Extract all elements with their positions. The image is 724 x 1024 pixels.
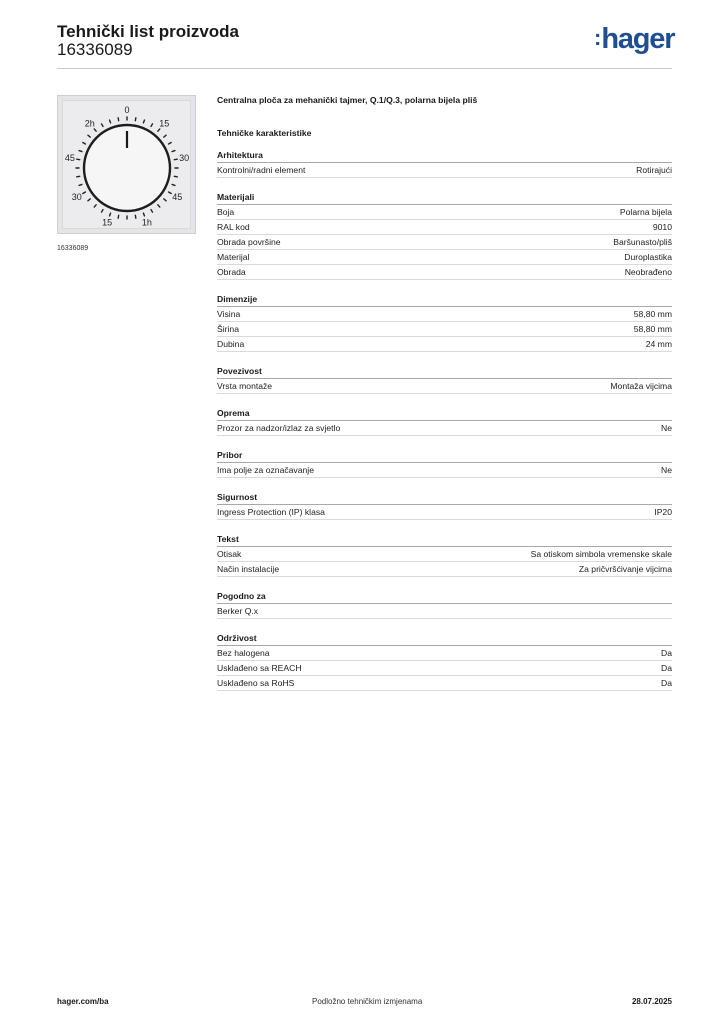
spec-value: Duroplastika [624,252,672,262]
dial-tick [158,129,160,131]
footer-date: 28.07.2025 [631,997,672,1006]
spec-value: Ne [661,423,672,433]
spec-label: Materijal [217,252,250,262]
hager-logo: :hager [594,23,675,55]
spec-label: Vrsta montaže [217,381,273,391]
dial-label: 30 [71,192,82,202]
dial-tick [172,151,175,152]
spec-value: Baršunasto/pliš [613,237,672,247]
dial-tick [151,124,153,127]
dial-tick [174,176,177,177]
dial-tick [118,215,119,218]
spec-value: Ne [661,465,672,475]
spec-label: Obrada [217,267,246,277]
spec-content [217,94,672,703]
dial-tick [94,129,96,131]
spec-label: Način instalacije [217,564,280,574]
dial-tick [88,199,90,201]
spec-value: Rotirajući [636,165,672,175]
dial-tick [83,143,86,145]
spec-section [217,292,672,352]
dial-tick [169,143,172,145]
spec-row [217,505,672,520]
section-title: Povezivost [217,364,672,379]
dial-tick [169,192,172,194]
spec-row [217,163,672,178]
spec-label: Otisak [217,549,242,559]
spec-row [217,337,672,352]
dial-label: 15 [159,118,170,129]
dial-tick [110,120,111,123]
spec-section [217,364,672,394]
dial-tick [94,205,96,207]
dial-tick [143,120,144,123]
section-title: Održivost [217,631,672,646]
spec-section [217,448,672,478]
dial-tick [164,135,166,137]
spec-row [217,661,672,676]
dial-tick [88,135,90,137]
section-title: Arhitektura [217,148,672,163]
spec-value: 24 mm [645,339,672,349]
dial-tick [79,184,82,185]
section-title: Materijali [217,190,672,205]
spec-row [217,250,672,265]
spec-value: Da [661,678,672,688]
spec-label: Prozor za nadzor/izlaz za svjetlo [217,423,341,433]
spec-value: Neobrađeno [624,267,672,277]
dial-tick [102,210,104,213]
dial-tick [83,192,86,194]
spec-label: Širina [217,324,239,334]
spec-value: Sa otiskom simbola vremenske skale [530,549,672,559]
spec-value: 9010 [652,222,672,232]
spec-section [217,148,672,178]
spec-value: Za pričvršćivanje vijcima [578,564,672,574]
spec-label: Berker Q.x [217,606,259,616]
dial-label: 2h [84,118,95,129]
spec-row [217,205,672,220]
spec-label: Obrada površine [217,237,281,247]
dial-tick [79,151,82,152]
spec-section [217,490,672,520]
spec-label: Kontrolni/radni element [217,165,306,175]
spec-row [217,562,672,577]
page-title: Tehnički list proizvoda [57,22,239,41]
dial-tick [77,176,80,177]
footer-website: hager.com/ba [57,997,109,1006]
dial-label: 30 [179,152,190,163]
dial-label: 45 [172,192,183,202]
spec-value: Da [661,663,672,673]
spec-label: Dubina [217,339,245,349]
dial-label: 1h [141,217,152,228]
timer-dial-illustration [63,101,192,230]
dial-tick [143,213,144,216]
header-divider [57,68,672,69]
spec-label: Boja [217,207,235,217]
dial-tick [118,118,119,121]
spec-row [217,379,672,394]
spec-value: 58,80 mm [633,309,672,319]
spec-row [217,220,672,235]
section-title: Oprema [217,406,672,421]
spec-value: Montaža vijcima [610,381,672,391]
tech-characteristics-title: Tehničke karakteristike [217,128,312,138]
footer-note: Podložno tehničkim izmjenama [312,997,423,1006]
spec-label: Ingress Protection (IP) klasa [217,507,325,517]
spec-section [217,190,672,280]
spec-label: Ima polje za označavanje [217,465,314,475]
spec-label: Visina [217,309,241,319]
dial-label: 15 [102,217,113,228]
product-description: Centralna ploča za mehanički tajmer, Q.1/Q.3, polarna bijela pliš [217,95,478,105]
dial-tick [172,184,175,185]
spec-label: Bez halogena [217,648,270,658]
spec-label: Usklađeno sa RoHS [217,678,295,688]
spec-row [217,676,672,691]
spec-section [217,589,672,619]
image-caption: 16336089 [57,245,89,252]
dial-tick [151,210,153,213]
spec-row [217,235,672,250]
spec-row [217,646,672,661]
spec-value: Polarna bijela [619,207,672,217]
dial-label: 45 [64,152,75,163]
dial-tick [110,213,111,216]
section-title: Tekst [217,532,672,547]
spec-section [217,631,672,691]
spec-row [217,421,672,436]
spec-sections [217,148,672,691]
dial-tick [77,159,80,160]
spec-label: RAL kod [217,222,250,232]
spec-section [217,406,672,436]
spec-row [217,604,672,619]
dial-tick [135,118,136,121]
spec-row [217,322,672,337]
spec-row [217,547,672,562]
product-number: 16336089 [57,40,133,59]
dial-label: 0 [124,105,130,115]
dial-tick [135,215,136,218]
dial-tick [102,124,104,127]
spec-row [217,265,672,280]
spec-value: 58,80 mm [633,324,672,334]
spec-value: IP20 [654,507,672,517]
product-image [57,95,196,234]
section-title: Pogodno za [217,589,672,604]
spec-row [217,463,672,478]
section-title: Pribor [217,448,672,463]
spec-value: Da [661,648,672,658]
section-title: Dimenzije [217,292,672,307]
section-title: Sigurnost [217,490,672,505]
dial-tick [158,205,160,207]
spec-section [217,532,672,577]
spec-row [217,307,672,322]
dial-tick [174,159,177,160]
spec-label: Usklađeno sa REACH [217,663,302,673]
dial-tick [164,199,166,201]
